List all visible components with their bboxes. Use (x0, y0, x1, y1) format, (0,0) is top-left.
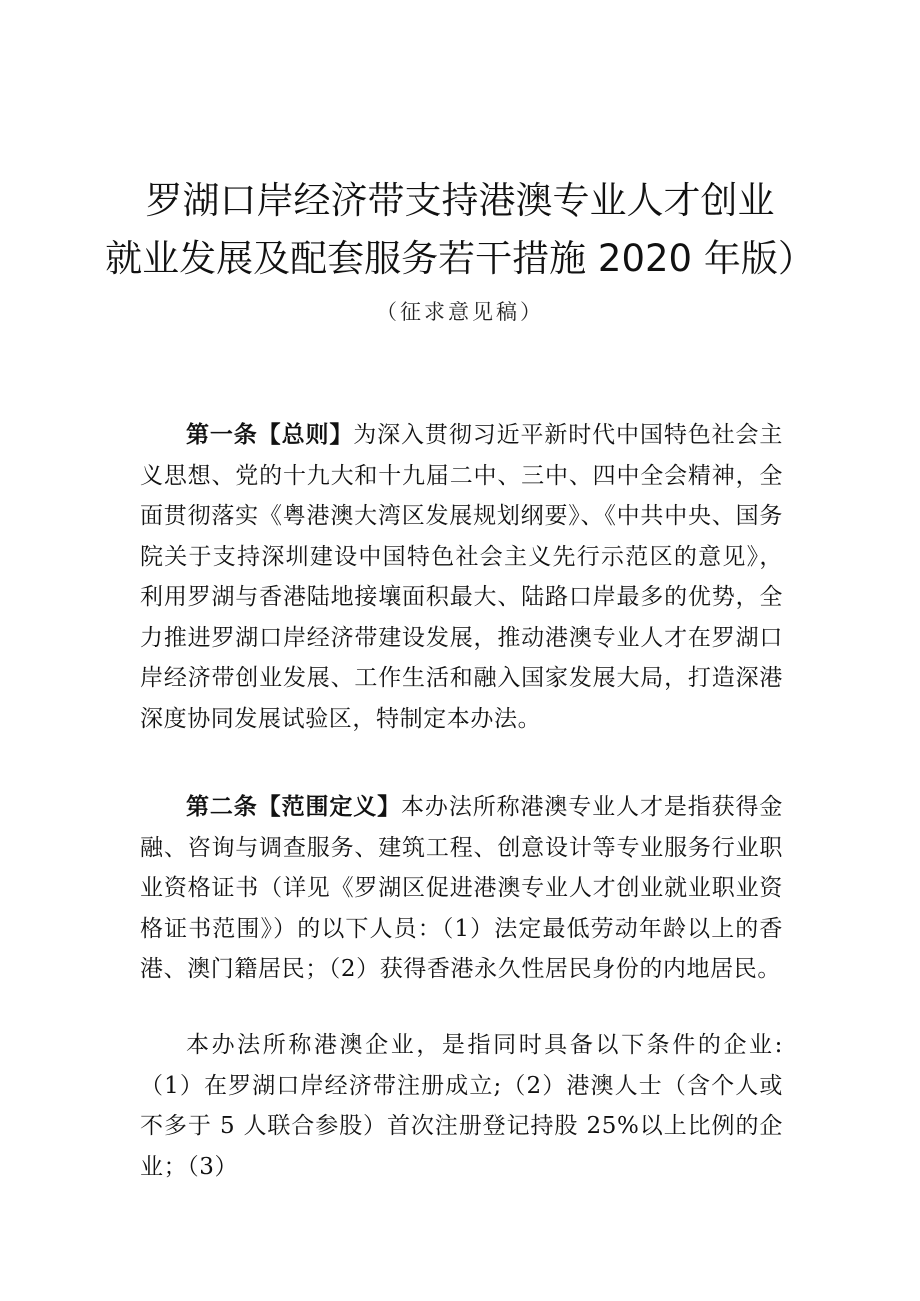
article-1 (140, 415, 783, 739)
document-title-line-1: 罗湖口岸经济带支持港澳专业人才创业 (145, 179, 775, 222)
article-2-paragraph (140, 787, 783, 990)
article-2 (140, 787, 783, 990)
document-subtitle: （征求意见稿） (376, 300, 544, 324)
article-1-text: 为深入贯彻习近平新时代中国特色社会主义思想、党的十九大和十九届二中、三中、四中全会精神，全面贯彻落实《粤港澳大湾区发展规划纲要》、《中共中央、国务院关于支持深圳建设中国特色社会主义先行示范区的意见》，利用罗湖与香港陆地接壤面积最大、陆路口岸最多的优势，全力推进罗湖口岸经济带建设发展，推动港澳专业人才在罗湖口岸经济带创业发展、工作生活和融入国家发展大局，打造深港深度协同发展试验区，特制定本办法。 (140, 422, 783, 732)
article-2-text: 本办法所称港澳专业人才是指获得金融、咨询与调查服务、建筑工程、创意设计等专业服务行业职业资格证书（详见《罗湖区促进港澳专业人才创业就业职业资格证书范围》）的以下人员：（1）法定最低劳动年龄以上的香港、澳门籍居民；（2）获得香港永久性居民身份的内地居民。 (140, 794, 783, 982)
article-1-paragraph (140, 415, 783, 739)
article-1-label: 第一条【总则】 (186, 422, 354, 448)
paragraph-3 (140, 1025, 783, 1187)
paragraph-3-text: 本办法所称港澳企业，是指同时具备以下条件的企业:（1）在罗湖口岸经济带注册成立;（2）港澳人士（含个人或不多于 5 人联合参股）首次注册登记持股 25%以上比例的企业；（3） (140, 1032, 783, 1180)
document-title-line-2: 就业发展及配套服务若干措施 2020 年版） (105, 237, 815, 280)
article-2-label: 第二条【范围定义】 (186, 794, 402, 820)
